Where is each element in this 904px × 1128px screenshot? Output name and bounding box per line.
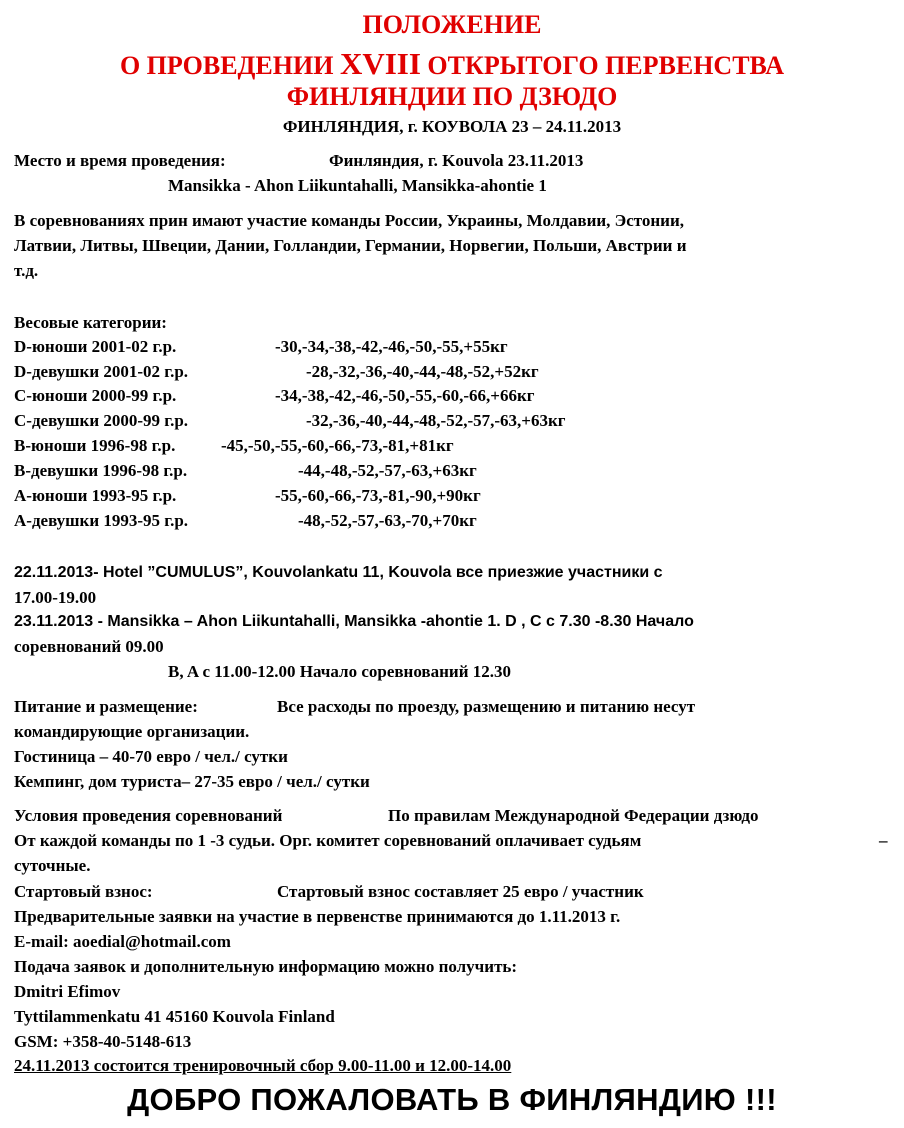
accommodation-text: Все расходы по проезду, размещению и питанию несут [277,697,696,716]
schedule-line1: 22.11.2013- Hotel ”CUMULUS”, Kouvolankatu 11, Kouvola все приезжие участники с [14,564,663,581]
contact-name: Dmitri Efimov [14,982,121,1001]
rules-label: Условия проведения соревнований [14,806,283,825]
weight-group: A-девушки 1993-95 г.р. [14,511,189,530]
welcome-banner: ДОБРО ПОЖАЛОВАТЬ В ФИНЛЯНДИЮ !!! [127,1082,777,1117]
rules-line3: суточные. [14,856,91,875]
contact-info: Подача заявок и дополнительную информацию можно получить: [14,957,518,976]
contact-address: Tyttilammenkatu 41 45160 Kouvola Finland [14,1007,335,1026]
weight-group: D-юноши 2001-02 г.р. [14,337,177,356]
location-date: ФИНЛЯНДИЯ, г. КОУВОЛА 23 – 24.11.2013 [282,117,622,136]
fee-label: Стартовый взнос: [14,882,153,901]
title-pre: О ПРОВЕДЕНИИ [119,51,340,80]
title-post: ОТКРЫТОГО ПЕРВЕНСТВА [420,51,785,80]
participants-line1: В соревнованиях прин имают участие команды России, Украины, Молдавии, Эстонии, [14,211,684,230]
weight-group: C-девушки 2000-99 г.р. [14,411,189,430]
schedule-line2: 17.00-19.00 [14,588,97,607]
rules-line2: От каждой команды по 1 -3 судьи. Орг. комитет соревнований оплачивает судьям [14,831,642,850]
weight-values: -44,-48,-52,-57,-63,+63кг [298,461,477,480]
participants-line3: т.д. [14,261,39,280]
weight-values: -55,-60,-66,-73,-81,-90,+90кг [275,486,481,505]
weight-values: -48,-52,-57,-63,-70,+70кг [298,511,477,530]
training-camp: 24.11.2013 состоится тренировочный сбор 9.00-11.00 и 12.00-14.00 [14,1056,512,1075]
weight-group: A-юноши 1993-95 г.р. [14,486,177,505]
doc-title-line3: ФИНЛЯНДИИ ПО ДЗЮДО [286,82,618,111]
participants-line2: Латвии, Литвы, Швеции, Дании, Голландии, Германии, Норвегии, Польши, Австрии и [14,236,687,255]
venue-label: Место и время проведения: [14,151,226,170]
weight-values: -30,-34,-38,-42,-46,-50,-55,+55кг [275,337,508,356]
accommodation-label: Питание и размещение: [14,697,198,716]
weight-values: -32,-36,-40,-44,-48,-52,-57,-63,+63кг [306,411,566,430]
weight-group: D-девушки 2001-02 г.р. [14,362,189,381]
weight-values: -28,-32,-36,-40,-44,-48,-52,+52кг [306,362,539,381]
title-roman: XVIII [339,46,421,81]
accommodation-line2: командирующие организации. [14,722,250,741]
rules-dash: – [879,831,888,850]
weight-group: C-юноши 2000-99 г.р. [14,386,177,405]
hotel-price: Гостиница – 40-70 евро / чел./ сутки [14,747,288,766]
contact-email: E-mail: aoedial@hotmail.com [14,932,231,951]
contact-phone: GSM: +358-40-5148-613 [14,1032,192,1051]
rules-text: По правилам Международной Федерации дзюдо [388,806,759,825]
prelim-applications: Предварительные заявки на участие в первенстве принимаются до 1.11.2013 г. [14,907,621,926]
doc-title-line2 [0,46,904,82]
weight-group: B-юноши 1996-98 г.р. [14,436,176,455]
schedule-line4: соревнований 09.00 [14,637,164,656]
weight-group: B-девушки 1996-98 г.р. [14,461,188,480]
venue-hall: Mansikka - Ahon Liikuntahalli, Mansikka-ahontie 1 [168,176,547,195]
weight-values: -45,-50,-55,-60,-66,-73,-81,+81кг [221,436,454,455]
weight-values: -34,-38,-42,-46,-50,-55,-60,-66,+66кг [275,386,535,405]
venue-value: Финляндия, г. Kouvola 23.11.2013 [329,151,584,170]
weights-heading: Весовые категории: [14,313,167,332]
fee-text: Стартовый взнос составляет 25 евро / участник [277,882,644,901]
doc-title: ПОЛОЖЕНИЕ [362,10,542,39]
schedule-line3: 23.11.2013 - Mansikka – Ahon Liikuntahalli, Mansikka -ahontie 1. D , C с 7.30 -8.30 Начало [14,613,694,630]
schedule-line5: B, A с 11.00-12.00 Начало соревнований 12.30 [168,662,511,681]
camping-price: Кемпинг, дом туриста– 27-35 евро / чел./ сутки [14,772,370,791]
